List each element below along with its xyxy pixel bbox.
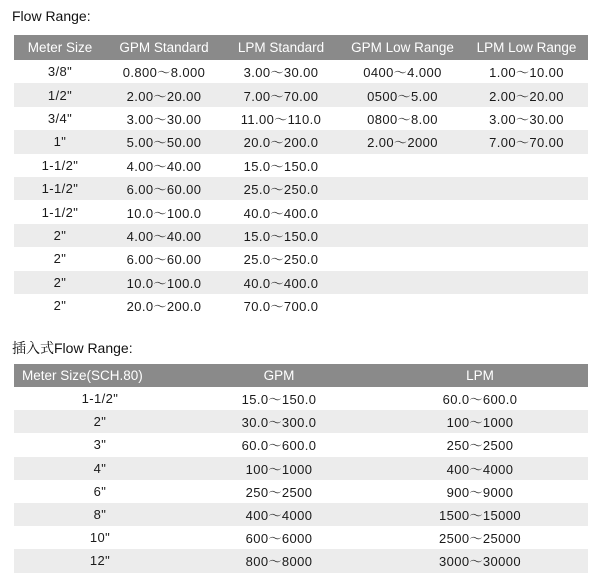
insertion-flow-range-title: 插入式Flow Range: <box>12 340 133 356</box>
header-meter-size-sch80: Meter Size(SCH.80) <box>14 364 186 387</box>
cell-gpm: 100～1000 <box>186 457 372 480</box>
cell-meter-size: 1-1/2" <box>14 177 106 200</box>
cell-meter-size: 3/8" <box>47 64 73 80</box>
cell-lpm-low-range <box>465 294 588 317</box>
cell-meter-size: 2" <box>14 224 106 247</box>
cell-gpm: 250～2500 <box>245 484 313 500</box>
cell-gpm-low-range <box>340 294 465 317</box>
cell-gpm-low-range <box>340 177 465 200</box>
cell-lpm: 250～2500 <box>446 438 514 454</box>
cell-meter-size: 2" <box>14 410 186 433</box>
cell-lpm-low-range: 3.00～30.00 <box>489 111 564 127</box>
header-lpm-standard: LPM Standard <box>222 35 340 60</box>
cell-meter-size: 2" <box>14 271 106 294</box>
header-lpm-low-range: LPM Low Range <box>465 35 588 60</box>
cell-gpm-low-range: 0400～4.000 <box>363 65 442 81</box>
cell-gpm-low-range: 0800～8.00 <box>367 111 438 127</box>
cell-gpm: 60.0～600.0 <box>241 438 317 454</box>
table-row <box>14 549 588 572</box>
table-row <box>14 224 588 247</box>
cell-meter-size: 2" <box>53 251 67 267</box>
cell-gpm-low-range <box>340 271 465 294</box>
table-row <box>14 294 588 317</box>
flow-range-title: Flow Range: <box>12 8 91 24</box>
cell-lpm: 100～1000 <box>372 410 588 433</box>
cell-gpm-standard: 3.00～30.00 <box>126 111 202 127</box>
cell-meter-size: 1" <box>14 130 106 153</box>
cell-lpm-standard: 25.0～250.0 <box>222 177 340 200</box>
table-row <box>14 410 588 433</box>
cell-lpm-standard: 20.0～200.0 <box>222 130 340 153</box>
cell-lpm-standard: 70.0～700.0 <box>243 299 319 315</box>
cell-meter-size: 10" <box>89 530 111 546</box>
cell-meter-size: 3/4" <box>47 110 73 126</box>
cell-lpm: 900～9000 <box>446 484 514 500</box>
cell-lpm-standard: 3.00～30.00 <box>243 65 319 81</box>
cell-gpm: 800～8000 <box>186 549 372 572</box>
cell-lpm-low-range <box>465 177 588 200</box>
cell-gpm-standard: 6.00～60.00 <box>106 177 222 200</box>
cell-lpm-low-range: 7.00～70.00 <box>465 130 588 153</box>
header-gpm: GPM <box>186 364 372 387</box>
cell-lpm-low-range <box>465 224 588 247</box>
table-row <box>14 457 588 480</box>
cell-lpm-low-range: 2.00～20.00 <box>465 83 588 106</box>
cell-gpm-standard: 2.00～20.00 <box>106 83 222 106</box>
cell-gpm-low-range: 0500～5.00 <box>340 83 465 106</box>
table-row <box>14 247 588 270</box>
cell-meter-size: 12" <box>14 549 186 572</box>
cell-lpm-standard: 15.0～150.0 <box>243 158 319 174</box>
table-row <box>14 271 588 294</box>
cell-meter-size: 1-1/2" <box>41 204 79 220</box>
cell-gpm-low-range: 2.00～2000 <box>340 130 465 153</box>
cell-lpm: 60.0～600.0 <box>442 392 518 408</box>
header-gpm-low-range: GPM Low Range <box>340 35 465 60</box>
cell-gpm: 30.0～300.0 <box>186 410 372 433</box>
table-header-row <box>14 364 588 387</box>
cell-lpm: 400～4000 <box>372 457 588 480</box>
cell-lpm-low-range <box>465 271 588 294</box>
table-row <box>14 526 588 549</box>
cell-lpm-standard: 25.0～250.0 <box>243 252 319 268</box>
table-row <box>14 503 588 526</box>
table-row <box>14 83 588 106</box>
cell-meter-size: 1/2" <box>14 83 106 106</box>
cell-gpm-standard: 0.800～8.000 <box>122 65 206 81</box>
flow-range-table <box>14 35 588 317</box>
cell-lpm-standard: 40.0～400.0 <box>243 205 319 221</box>
cell-lpm-low-range <box>465 154 588 177</box>
table-row <box>14 200 588 223</box>
table-row <box>14 60 588 83</box>
cell-gpm-low-range <box>340 247 465 270</box>
table-row <box>14 433 588 456</box>
cell-meter-size: 6" <box>93 483 107 499</box>
cell-meter-size: 4" <box>14 457 186 480</box>
table-row <box>14 177 588 200</box>
header-gpm-standard: GPM Standard <box>106 35 222 60</box>
cell-lpm: 1500～15000 <box>372 503 588 526</box>
cell-gpm-standard: 4.00～40.00 <box>126 158 202 174</box>
cell-gpm: 15.0～150.0 <box>241 392 317 408</box>
cell-gpm-standard: 6.00～60.00 <box>126 252 202 268</box>
cell-gpm: 400～4000 <box>186 503 372 526</box>
cell-lpm-low-range: 1.00～10.00 <box>489 65 564 81</box>
cell-lpm-low-range <box>465 247 588 270</box>
table-row <box>14 107 588 130</box>
cell-meter-size: 2" <box>53 298 67 314</box>
cell-gpm-standard: 5.00～50.00 <box>106 130 222 153</box>
cell-gpm-low-range <box>340 200 465 223</box>
cell-meter-size: 8" <box>14 503 186 526</box>
cell-gpm: 600～6000 <box>245 531 313 547</box>
cell-meter-size: 1-1/2" <box>81 391 119 407</box>
cell-lpm-low-range <box>465 200 588 223</box>
cell-lpm: 3000～30000 <box>372 549 588 572</box>
cell-gpm-standard: 10.0～100.0 <box>106 271 222 294</box>
cell-gpm-standard: 20.0～200.0 <box>126 299 202 315</box>
cell-lpm-standard: 7.00～70.00 <box>222 83 340 106</box>
table-row <box>14 480 588 503</box>
table-row <box>14 387 588 410</box>
cell-meter-size: 1-1/2" <box>41 157 79 173</box>
table-header-row <box>14 35 588 60</box>
insertion-flow-range-table <box>14 364 588 573</box>
table-row <box>14 130 588 153</box>
cell-lpm-standard: 15.0～150.0 <box>222 224 340 247</box>
cell-lpm: 2500～25000 <box>438 531 522 547</box>
cell-lpm-standard: 40.0～400.0 <box>222 271 340 294</box>
cell-gpm-low-range <box>340 224 465 247</box>
header-lpm: LPM <box>372 364 588 387</box>
cell-meter-size: 3" <box>93 437 107 453</box>
cell-lpm-standard: 11.00～110.0 <box>240 111 322 127</box>
cell-gpm-standard: 4.00～40.00 <box>106 224 222 247</box>
header-meter-size: Meter Size <box>14 35 106 60</box>
cell-gpm-standard: 10.0～100.0 <box>126 205 202 221</box>
cell-gpm-low-range <box>340 154 465 177</box>
table-row <box>14 154 588 177</box>
